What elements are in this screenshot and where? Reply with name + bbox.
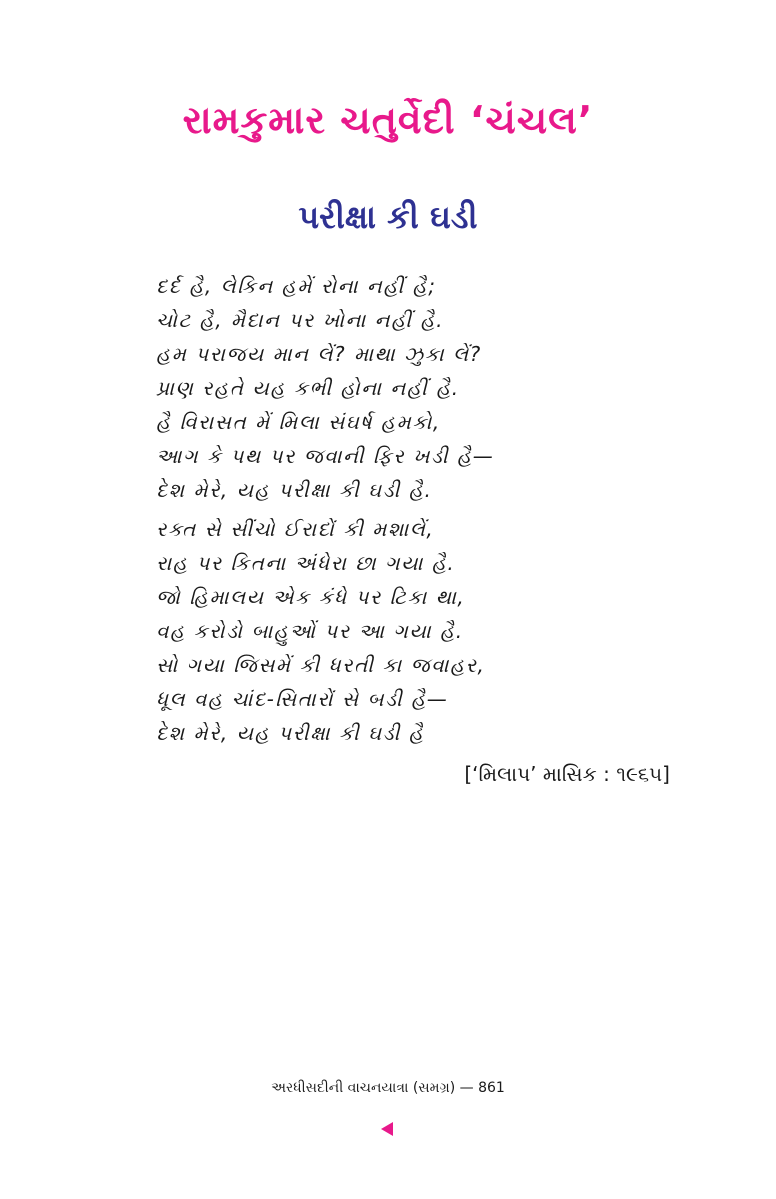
poem-line: આગ કે પથ પર જવાની ફિર ખડી હૈ—	[156, 444, 495, 468]
poem-line: સો ગયા જિસમેં કી ધરતી કા જવાહર,	[156, 653, 486, 677]
poem-line: દેશ મેરે, યહ પરીક્ષા કી ઘડી હૈ.	[156, 478, 433, 502]
poem-line: ધૂલ વહ ચાંદ-સિતારોં સે બડી હૈ—	[156, 687, 449, 711]
poem-line: વહ કરોડો બાહુઓં પર આ ગયા હૈ.	[156, 619, 464, 643]
poem-line: જો હિમાલય એક કંધે પર ટિકા થા,	[156, 585, 466, 609]
stanza-1	[156, 269, 596, 507]
page-footer: અરધીસદીની વાચનયાત્રા (સમગ્ર) — 861	[271, 1080, 505, 1096]
source-citation: [‘મિલાપ’ માસિક : ૧૯૬૫]	[464, 762, 670, 786]
poem-line: રાહ પર કિતના અંધેરા છા ગયા હૈ.	[156, 551, 456, 575]
poem-title: પરીક્ષા કી ઘડી	[298, 198, 478, 236]
poem-line: રક્ત સે સીંચો ઈરાદોં કી મશાલેં,	[156, 517, 435, 541]
poem-line: હૈ વિરાસત મેં મિલા સંઘર્ષ હમકો,	[156, 410, 441, 434]
poem-line: દેશ મેરે, યહ પરીક્ષા કી ઘડી હૈ	[156, 721, 425, 745]
poem-line: પ્રાણ રહતે યહ કભી હોના નહીં હૈ.	[156, 376, 460, 400]
poem-line: હમ પરાજય માન લેં? માથા ઝુકા લેં?	[156, 342, 482, 366]
poem-line: દર્દ હૈ, લેકિન હમેં રોના નહીં હૈ;	[156, 274, 437, 298]
triangle-left-icon[interactable]	[381, 1122, 393, 1136]
stanza-2	[156, 512, 596, 750]
author-name: રામકુમાર ચતુર્વેદી ‘ચંચલ’	[182, 98, 594, 142]
poem-line: ચોટ હૈ, મૈદાન પર ખોના નહીં હૈ.	[156, 308, 444, 332]
